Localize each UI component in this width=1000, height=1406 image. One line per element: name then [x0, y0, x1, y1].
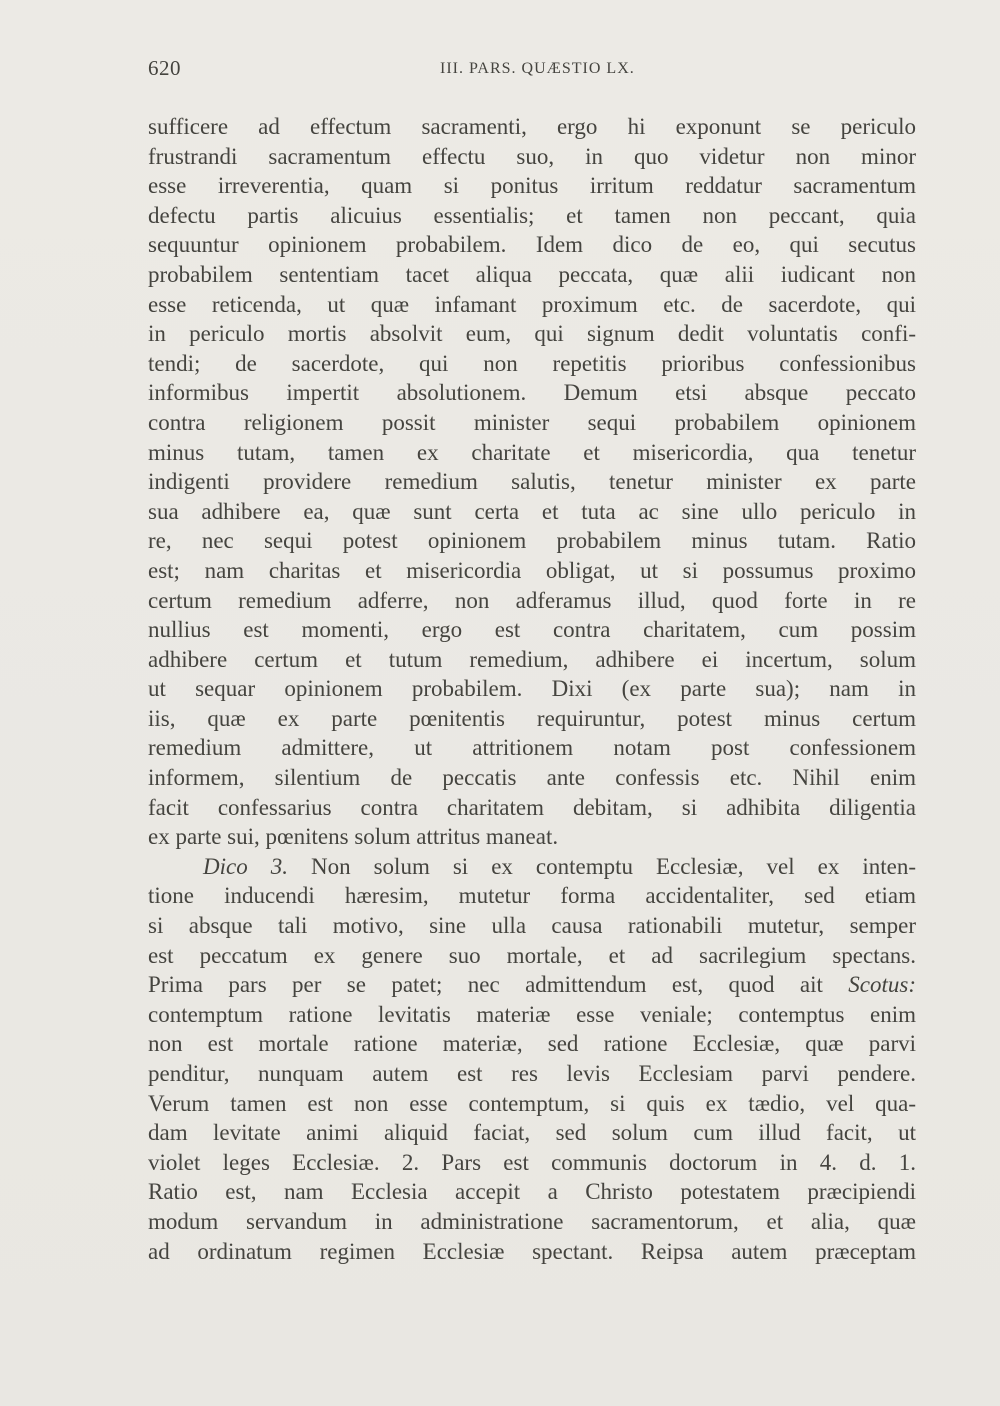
text-line: sequuntur opinionem probabilem. Idem dico de eo, qui secutus — [148, 232, 916, 258]
text-line: informibus impertit absolutionem. Demum etsi absque peccato — [148, 380, 916, 406]
scotus-reference: Scotus: — [848, 972, 916, 998]
text-line: si absque tali motivo, sine ulla causa rationabili mutetur, semper — [148, 913, 916, 939]
text-line: minus tutam, tamen ex charitate et misericordia, qua tenetur — [148, 439, 916, 465]
text-line: ex parte sui, pœnitens solum attritus maneat. — [148, 824, 559, 850]
text-line: modum servandum in administratione sacramentorum, et alia, quæ — [148, 1208, 916, 1234]
text-line-content: Prima pars per se patet; nec admittendum est, quod ait — [148, 972, 823, 998]
text-line: sufficere ad effectum sacramenti, ergo hi exponunt se periculo — [148, 114, 916, 139]
body-text — [148, 112, 916, 1266]
text-line: iis, quæ ex parte pœnitentis requiruntur, potest minus certum — [148, 705, 916, 731]
text-line-content: Non solum si ex contemptu Ecclesiæ, vel ex inten- — [310, 853, 916, 879]
text-line: ad ordinatum regimen Ecclesiæ spectant. Reipsa autem præceptam — [148, 1238, 916, 1264]
text-line: nullius est momenti, ergo est contra charitatem, cum possim — [148, 617, 916, 643]
text-line: tione inducendi hæresim, mutetur forma accidentaliter, sed etiam — [148, 883, 916, 909]
text-line: Verum tamen est non esse contemptum, si quis ex tædio, vel qua- — [148, 1090, 916, 1116]
text-line: frustrandi sacramentum effectu suo, in quo videtur non minor — [148, 143, 916, 169]
text-line: esse reticenda, ut quæ infamant proximum etc. de sacerdote, qui — [148, 291, 916, 317]
text-line: esse irreverentia, quam si ponitus irritum reddatur sacramentum — [148, 173, 916, 199]
text-line: defectu partis alicuius essentialis; et tamen non peccant, quia — [148, 202, 916, 228]
text-line: dam levitate animi aliquid faciat, sed solum cum illud facit, ut — [148, 1120, 916, 1146]
text-line: est; nam charitas et misericordia obligat, ut si possumus proximo — [148, 557, 916, 583]
text-line: tendi; de sacerdote, qui non repetitis prioribus confessionibus — [148, 350, 916, 376]
text-line: non est mortale ratione materiæ, sed ratione Ecclesiæ, quæ parvi — [148, 1031, 916, 1057]
text-line: penditur, nunquam autem est res levis Ecclesiam parvi pendere. — [148, 1061, 916, 1086]
dico-label: Dico 3. — [203, 853, 288, 879]
text-line: remedium admittere, ut attritionem notam post confessionem — [148, 735, 916, 761]
page-number: 620 — [148, 56, 181, 80]
text-line: est peccatum ex genere suo mortale, et ad sacrilegium spectans. — [148, 942, 916, 968]
text-line: re, nec sequi potest opinionem probabilem minus tutam. Ratio — [148, 528, 916, 554]
text-line: informem, silentium de peccatis ante confessis etc. Nihil enim — [148, 765, 916, 791]
text-line: ut sequar opinionem probabilem. Dixi (ex parte sua); nam in — [148, 676, 916, 702]
text-line: probabilem sententiam tacet aliqua peccata, quæ alii iudicant non — [148, 261, 916, 287]
text-line: sua adhibere ea, quæ sunt certa et tuta ac sine ullo periculo in — [148, 498, 916, 524]
text-line: in periculo mortis absolvit eum, qui signum dedit voluntatis confi- — [148, 321, 916, 347]
text-line: violet leges Ecclesiæ. 2. Pars est communis doctorum in 4. d. 1. — [148, 1149, 916, 1175]
running-head: III. PARS. QUÆSTIO LX. — [440, 60, 635, 77]
text-line-dico — [148, 852, 916, 882]
text-line: contra religionem possit minister sequi probabilem opinionem — [148, 409, 916, 435]
text-line: adhibere certum et tutum remedium, adhibere ei incertum, solum — [148, 646, 916, 672]
text-line-scotus — [148, 970, 916, 1000]
text-line: Ratio est, nam Ecclesia accepit a Christo potestatem præcipiendi — [148, 1179, 916, 1205]
text-line: indigenti providere remedium salutis, tenetur minister ex parte — [148, 469, 916, 495]
text-line: contemptum ratione levitatis materiæ esse veniale; contemptus enim — [148, 1001, 916, 1027]
text-line: certum remedium adferre, non adferamus illud, quod forte in re — [148, 587, 916, 613]
text-line: facit confessarius contra charitatem debitam, si adhibita diligentia — [148, 794, 916, 820]
